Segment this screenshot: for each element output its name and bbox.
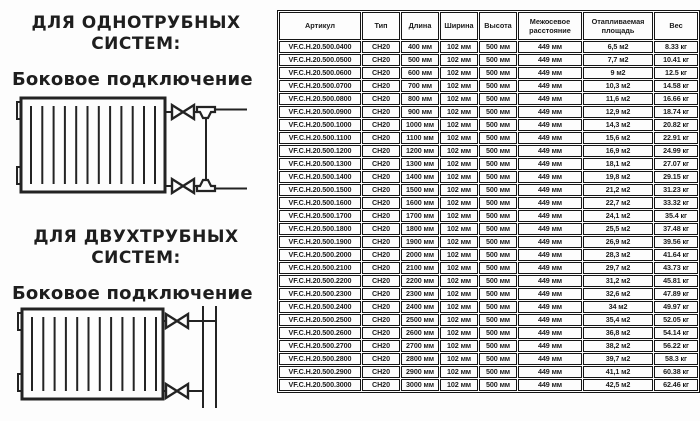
table-row	[279, 197, 698, 209]
table-cell: 22,7 м2	[583, 197, 653, 209]
table-cell: 102 мм	[440, 236, 478, 248]
table-cell: VF.C.H.20.500.0800	[279, 93, 361, 105]
radiator-tab-top	[17, 102, 22, 119]
table-row	[279, 340, 698, 352]
col-header-type: Тип	[362, 12, 400, 40]
table-cell: VF.C.H.20.500.0600	[279, 67, 361, 79]
table-cell: VF.C.H.20.500.2500	[279, 314, 361, 326]
table-cell: 39,7 м2	[583, 353, 653, 365]
table-cell: 32,6 м2	[583, 288, 653, 300]
table-cell: 500 мм	[479, 67, 517, 79]
table-cell: VF.C.H.20.500.1300	[279, 158, 361, 170]
table-cell: 449 мм	[518, 340, 582, 352]
table-cell: VF.C.H.20.500.2300	[279, 288, 361, 300]
bottom-union-fitting-icon	[197, 180, 247, 191]
table-cell: 500 мм	[479, 275, 517, 287]
single-pipe-title-line2: СИСТЕМ:	[91, 34, 181, 54]
table-cell: 800 мм	[401, 93, 439, 105]
table-cell: 24.99 кг	[654, 145, 698, 157]
table-cell: 3000 мм	[401, 379, 439, 391]
two-pipe-radiator-diagram	[16, 304, 250, 410]
table-cell: 2500 мм	[401, 314, 439, 326]
table-cell: 35.4 кг	[654, 210, 698, 222]
table-cell: 102 мм	[440, 158, 478, 170]
table-cell: 449 мм	[518, 379, 582, 391]
table-cell: 19,8 м2	[583, 171, 653, 183]
table-cell: CH20	[362, 379, 400, 391]
table-cell: 500 мм	[479, 249, 517, 261]
table-cell: 500 мм	[479, 197, 517, 209]
table-cell: 12.5 кг	[654, 67, 698, 79]
table-cell: VF.C.H.20.500.0700	[279, 80, 361, 92]
table-cell: CH20	[362, 184, 400, 196]
table-row	[279, 67, 698, 79]
table-cell: 2200 мм	[401, 275, 439, 287]
table-cell: CH20	[362, 93, 400, 105]
table-cell: CH20	[362, 301, 400, 313]
table-cell: VF.C.H.20.500.2000	[279, 249, 361, 261]
table-cell: 45.81 кг	[654, 275, 698, 287]
table-cell: 449 мм	[518, 145, 582, 157]
table-cell: CH20	[362, 80, 400, 92]
table-cell: 20.82 кг	[654, 119, 698, 131]
table-cell: 102 мм	[440, 106, 478, 118]
table-cell: 62.46 кг	[654, 379, 698, 391]
col-header-axis-distance: Межосевое расстояние	[518, 12, 582, 40]
table-row	[279, 93, 698, 105]
table-cell: 102 мм	[440, 93, 478, 105]
table-cell: 102 мм	[440, 145, 478, 157]
table-cell: 449 мм	[518, 288, 582, 300]
table-cell: 6,5 м2	[583, 41, 653, 53]
table-cell: VF.C.H.20.500.1400	[279, 171, 361, 183]
table-cell: 102 мм	[440, 132, 478, 144]
table-cell: 29,7 м2	[583, 262, 653, 274]
table-row	[279, 353, 698, 365]
table-row	[279, 249, 698, 261]
table-row	[279, 158, 698, 170]
table-cell: 900 мм	[401, 106, 439, 118]
table-cell: 12,9 м2	[583, 106, 653, 118]
table-cell: 2400 мм	[401, 301, 439, 313]
bottom-valve-icon	[165, 179, 198, 193]
table-cell: 15,6 м2	[583, 132, 653, 144]
table-cell: VF.C.H.20.500.0400	[279, 41, 361, 53]
table-cell: CH20	[362, 262, 400, 274]
radiator-tab-bottom	[17, 167, 22, 184]
table-cell: 102 мм	[440, 366, 478, 378]
single-pipe-radiator-diagram	[16, 95, 250, 199]
table-cell: 449 мм	[518, 132, 582, 144]
table-cell: CH20	[362, 223, 400, 235]
table-cell: 449 мм	[518, 366, 582, 378]
table-cell: 2900 мм	[401, 366, 439, 378]
table-cell: CH20	[362, 132, 400, 144]
table-cell: 449 мм	[518, 184, 582, 196]
table-cell: 449 мм	[518, 210, 582, 222]
table-cell: 14.58 кг	[654, 80, 698, 92]
table-cell: 9 м2	[583, 67, 653, 79]
table-cell: CH20	[362, 327, 400, 339]
table-cell: VF.C.H.20.500.1000	[279, 119, 361, 131]
table-body	[279, 41, 698, 391]
table-cell: 500 мм	[479, 236, 517, 248]
table-row	[279, 210, 698, 222]
table-cell: 449 мм	[518, 327, 582, 339]
table-cell: VF.C.H.20.500.1600	[279, 197, 361, 209]
table-cell: 43.73 кг	[654, 262, 698, 274]
table-cell: 500 мм	[479, 210, 517, 222]
table-cell: 449 мм	[518, 262, 582, 274]
table-cell: 102 мм	[440, 184, 478, 196]
table-cell: CH20	[362, 145, 400, 157]
table-cell: 449 мм	[518, 236, 582, 248]
table-cell: 102 мм	[440, 41, 478, 53]
table-cell: 29.15 кг	[654, 171, 698, 183]
table-cell: 1200 мм	[401, 145, 439, 157]
table-cell: 2700 мм	[401, 340, 439, 352]
table-cell: 700 мм	[401, 80, 439, 92]
table-cell: CH20	[362, 366, 400, 378]
table-row	[279, 119, 698, 131]
table-cell: 24,1 м2	[583, 210, 653, 222]
table-cell: 449 мм	[518, 106, 582, 118]
table-cell: 449 мм	[518, 41, 582, 53]
table-cell: 2800 мм	[401, 353, 439, 365]
table-cell: 449 мм	[518, 353, 582, 365]
table-cell: 449 мм	[518, 80, 582, 92]
table-cell: CH20	[362, 249, 400, 261]
table-cell: 52.05 кг	[654, 314, 698, 326]
table-cell: CH20	[362, 314, 400, 326]
table-cell: VF.C.H.20.500.2900	[279, 366, 361, 378]
connection-schemes-panel	[0, 0, 277, 421]
table-cell: 22.91 кг	[654, 132, 698, 144]
table-row	[279, 301, 698, 313]
table-cell: 10,3 м2	[583, 80, 653, 92]
table-cell: 39.56 кг	[654, 236, 698, 248]
table-cell: 25,5 м2	[583, 223, 653, 235]
table-cell: CH20	[362, 288, 400, 300]
table-cell: CH20	[362, 158, 400, 170]
table-cell: 102 мм	[440, 301, 478, 313]
two-pipe-subtitle: Боковое подключение	[12, 283, 253, 304]
table-cell: VF.C.H.20.500.2800	[279, 353, 361, 365]
table-cell: VF.C.H.20.500.1800	[279, 223, 361, 235]
table-cell: 2300 мм	[401, 288, 439, 300]
table-cell: 2100 мм	[401, 262, 439, 274]
single-pipe-title	[0, 13, 272, 55]
col-header-width: Ширина	[440, 12, 478, 40]
table-cell: CH20	[362, 54, 400, 66]
table-cell: 500 мм	[479, 379, 517, 391]
table-cell: 449 мм	[518, 54, 582, 66]
table-cell: 500 мм	[479, 119, 517, 131]
table-cell: 1800 мм	[401, 223, 439, 235]
table-cell: CH20	[362, 275, 400, 287]
table-cell: 102 мм	[440, 54, 478, 66]
table-cell: 33.32 кг	[654, 197, 698, 209]
table-cell: 500 мм	[479, 288, 517, 300]
table-cell: 500 мм	[479, 93, 517, 105]
table-cell: 500 мм	[479, 132, 517, 144]
table-row	[279, 106, 698, 118]
two-pipe-title	[0, 227, 272, 269]
table-cell: 26,9 м2	[583, 236, 653, 248]
table-cell: 102 мм	[440, 327, 478, 339]
table-cell: 42,5 м2	[583, 379, 653, 391]
bottom-valve-icon	[163, 384, 203, 398]
table-row	[279, 145, 698, 157]
table-row	[279, 80, 698, 92]
col-header-length: Длина	[401, 12, 439, 40]
table-cell: 449 мм	[518, 197, 582, 209]
table-cell: 449 мм	[518, 314, 582, 326]
table-cell: 500 мм	[479, 184, 517, 196]
single-pipe-title-line1: ДЛЯ ОДНОТРУБНЫХ	[31, 13, 241, 33]
table-cell: VF.C.H.20.500.1500	[279, 184, 361, 196]
two-pipe-title-line1: ДЛЯ ДВУХТРУБНЫХ	[33, 227, 239, 247]
table-cell: 500 мм	[479, 366, 517, 378]
table-cell: 16,9 м2	[583, 145, 653, 157]
table-cell: 500 мм	[479, 106, 517, 118]
table-cell: 27.07 кг	[654, 158, 698, 170]
table-cell: 500 мм	[479, 158, 517, 170]
table-cell: 41,1 м2	[583, 366, 653, 378]
table-cell: 500 мм	[479, 41, 517, 53]
table-cell: 1400 мм	[401, 171, 439, 183]
table-cell: VF.C.H.20.500.1900	[279, 236, 361, 248]
col-header-weight: Вес	[654, 12, 698, 40]
table-row	[279, 223, 698, 235]
table-row	[279, 184, 698, 196]
table-cell: 449 мм	[518, 275, 582, 287]
table-cell: 35,4 м2	[583, 314, 653, 326]
table-cell: 449 мм	[518, 223, 582, 235]
table-row	[279, 379, 698, 391]
table-header-row	[279, 12, 698, 40]
table-cell: CH20	[362, 340, 400, 352]
single-pipe-subtitle: Боковое подключение	[12, 69, 253, 90]
table-cell: 500 мм	[479, 314, 517, 326]
table-cell: 500 мм	[479, 54, 517, 66]
table-cell: 500 мм	[401, 54, 439, 66]
table-cell: 31.23 кг	[654, 184, 698, 196]
table-cell: 1900 мм	[401, 236, 439, 248]
table-cell: VF.C.H.20.500.2200	[279, 275, 361, 287]
table-cell: 500 мм	[479, 262, 517, 274]
top-valve-icon	[165, 105, 198, 119]
table-cell: 449 мм	[518, 249, 582, 261]
radiator-fins	[32, 317, 156, 391]
table-cell: 7,7 м2	[583, 54, 653, 66]
table-cell: 500 мм	[479, 340, 517, 352]
table-cell: 2600 мм	[401, 327, 439, 339]
table-cell: 102 мм	[440, 197, 478, 209]
table-cell: 18,1 м2	[583, 158, 653, 170]
table-row	[279, 314, 698, 326]
table-cell: CH20	[362, 106, 400, 118]
table-cell: VF.C.H.20.500.1100	[279, 132, 361, 144]
table-cell: VF.C.H.20.500.2100	[279, 262, 361, 274]
table-cell: 31,2 м2	[583, 275, 653, 287]
col-header-article: Артикул	[279, 12, 361, 40]
table-cell: 449 мм	[518, 171, 582, 183]
table-cell: 102 мм	[440, 210, 478, 222]
table-cell: 449 мм	[518, 301, 582, 313]
top-valve-icon	[163, 314, 216, 328]
table-cell: 500 мм	[479, 301, 517, 313]
table-cell: 34 м2	[583, 301, 653, 313]
table-row	[279, 41, 698, 53]
table-cell: 41.64 кг	[654, 249, 698, 261]
table-cell: 102 мм	[440, 340, 478, 352]
table-cell: 500 мм	[479, 80, 517, 92]
table-cell: VF.C.H.20.500.2600	[279, 327, 361, 339]
table-cell: 60.38 кг	[654, 366, 698, 378]
table-cell: 37.48 кг	[654, 223, 698, 235]
table-cell: 58.3 кг	[654, 353, 698, 365]
table-cell: 102 мм	[440, 119, 478, 131]
table-cell: 102 мм	[440, 171, 478, 183]
table-row	[279, 262, 698, 274]
table-row	[279, 171, 698, 183]
table-cell: 102 мм	[440, 249, 478, 261]
table-cell: 1500 мм	[401, 184, 439, 196]
table-cell: 11,6 м2	[583, 93, 653, 105]
table-cell: 54.14 кг	[654, 327, 698, 339]
table-cell: 449 мм	[518, 67, 582, 79]
table-cell: 102 мм	[440, 288, 478, 300]
table-cell: VF.C.H.20.500.2400	[279, 301, 361, 313]
table-cell: VF.C.H.20.500.1700	[279, 210, 361, 222]
table-cell: CH20	[362, 171, 400, 183]
table-cell: 28,3 м2	[583, 249, 653, 261]
table-cell: CH20	[362, 353, 400, 365]
table-row	[279, 327, 698, 339]
spec-table-wrap	[277, 10, 693, 393]
table-cell: VF.C.H.20.500.3000	[279, 379, 361, 391]
radiator-tab-bottom	[18, 374, 23, 391]
table-cell: 1600 мм	[401, 197, 439, 209]
table-cell: 102 мм	[440, 275, 478, 287]
table-cell: CH20	[362, 67, 400, 79]
table-row	[279, 275, 698, 287]
table-cell: 102 мм	[440, 223, 478, 235]
spec-table	[277, 10, 700, 393]
table-cell: 14,3 м2	[583, 119, 653, 131]
table-cell: 102 мм	[440, 80, 478, 92]
table-cell: 500 мм	[479, 171, 517, 183]
table-cell: 1700 мм	[401, 210, 439, 222]
table-cell: 10.41 кг	[654, 54, 698, 66]
table-cell: 38,2 м2	[583, 340, 653, 352]
table-cell: 102 мм	[440, 353, 478, 365]
table-cell: 16.66 кг	[654, 93, 698, 105]
table-cell: VF.C.H.20.500.1200	[279, 145, 361, 157]
table-cell: 449 мм	[518, 158, 582, 170]
radiator-fins	[31, 106, 155, 184]
top-union-fitting-icon	[197, 107, 247, 118]
col-header-height: Высота	[479, 12, 517, 40]
table-cell: CH20	[362, 197, 400, 209]
table-cell: 449 мм	[518, 119, 582, 131]
table-cell: 102 мм	[440, 67, 478, 79]
table-cell: VF.C.H.20.500.2700	[279, 340, 361, 352]
col-header-heated-area: Отапливаемая площадь	[583, 12, 653, 40]
table-cell: 8.33 кг	[654, 41, 698, 53]
table-row	[279, 288, 698, 300]
table-cell: 500 мм	[479, 353, 517, 365]
table-cell: 21,2 м2	[583, 184, 653, 196]
table-cell: 102 мм	[440, 379, 478, 391]
table-row	[279, 236, 698, 248]
table-cell: VF.C.H.20.500.0900	[279, 106, 361, 118]
table-cell: 36,8 м2	[583, 327, 653, 339]
table-cell: 500 мм	[479, 327, 517, 339]
two-pipe-title-line2: СИСТЕМ:	[91, 248, 181, 268]
radiator-tab-top	[18, 313, 23, 330]
table-cell: 1300 мм	[401, 158, 439, 170]
table-cell: 500 мм	[479, 145, 517, 157]
table-cell: 2000 мм	[401, 249, 439, 261]
table-cell: 102 мм	[440, 314, 478, 326]
table-cell: 449 мм	[518, 93, 582, 105]
table-cell: 400 мм	[401, 41, 439, 53]
table-cell: 56.22 кг	[654, 340, 698, 352]
table-cell: CH20	[362, 41, 400, 53]
table-cell: CH20	[362, 119, 400, 131]
table-cell: CH20	[362, 210, 400, 222]
table-row	[279, 54, 698, 66]
table-row	[279, 366, 698, 378]
table-cell: 1100 мм	[401, 132, 439, 144]
table-cell: 49.97 кг	[654, 301, 698, 313]
table-row	[279, 132, 698, 144]
table-cell: 1000 мм	[401, 119, 439, 131]
table-cell: 500 мм	[479, 223, 517, 235]
table-cell: VF.C.H.20.500.0500	[279, 54, 361, 66]
table-cell: 600 мм	[401, 67, 439, 79]
table-cell: 47.89 кг	[654, 288, 698, 300]
table-cell: 18.74 кг	[654, 106, 698, 118]
table-cell: 102 мм	[440, 262, 478, 274]
table-cell: CH20	[362, 236, 400, 248]
